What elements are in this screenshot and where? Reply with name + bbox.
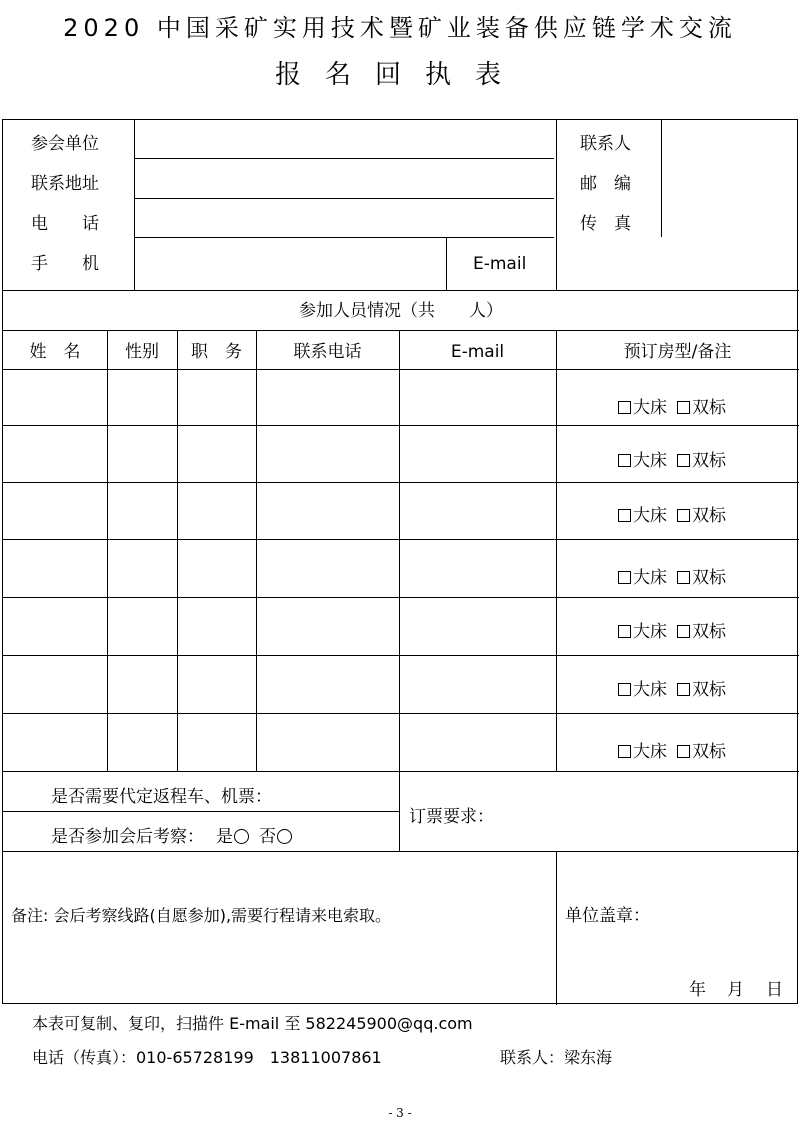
attendees-section-title: 参加人员情况（共 人） [299,301,503,321]
room-options: 大床 双标 [618,563,726,588]
checkbox-icon[interactable] [677,625,690,638]
date-month: 月 [727,980,744,1000]
rule [446,237,447,290]
rule [556,120,557,290]
unit-label: 参会单位 [31,134,99,154]
date-day: 日 [766,980,783,1000]
rule [3,369,799,370]
rule [3,655,799,656]
radio-yes-icon[interactable] [234,829,249,844]
rule [134,120,135,290]
room-options: 大床 双标 [618,393,726,418]
column-email: E-mail [450,342,505,362]
rule [3,811,399,812]
rule [3,771,799,772]
title-line-2: 报名回执表 [274,60,525,90]
rule [134,237,554,238]
checkbox-icon[interactable] [677,454,690,467]
fax-label: 传 真 [580,214,631,234]
rule [3,597,799,598]
footer-contact: 联系人：梁东海 [500,1048,613,1067]
checkbox-icon[interactable] [618,509,631,522]
checkbox-icon[interactable] [618,625,631,638]
column-phone: 联系电话 [293,342,362,362]
rule [177,330,178,771]
ticket-requirement-label: 订票要求： [409,807,494,827]
column-position: 职 务 [191,342,242,362]
checkbox-icon[interactable] [677,571,690,584]
address-label: 联系地址 [31,174,99,194]
room-options: 大床 双标 [618,446,726,471]
checkbox-icon[interactable] [618,401,631,414]
registration-form [2,119,798,1004]
phone-label: 电 话 [31,214,99,234]
rule [3,330,799,331]
date-year: 年 [689,980,706,1000]
checkbox-icon[interactable] [677,745,690,758]
room-options: 大床 双标 [618,737,726,762]
page-number: - 3 - [388,1106,412,1120]
rule [134,198,554,199]
column-name: 姓 名 [29,342,81,362]
rule [3,851,799,852]
footer-copy-note: 本表可复制、复印，扫描件 E-mail 至 582245900@qq.com [32,1014,473,1033]
return-ticket-question: 是否需要代定返程车、机票： [51,787,272,807]
checkbox-icon[interactable] [618,454,631,467]
email-label: E-mail [473,254,527,274]
postcode-label: 邮 编 [580,174,631,194]
rule [556,330,557,771]
checkbox-icon[interactable] [618,745,631,758]
checkbox-icon[interactable] [677,401,690,414]
radio-no-icon[interactable] [277,829,292,844]
checkbox-icon[interactable] [618,683,631,696]
rule [3,482,799,483]
rule [3,539,799,540]
room-options: 大床 双标 [618,501,726,526]
column-gender: 性别 [125,342,159,362]
footer-phone: 电话（传真）：010-65728199 13811007861 [32,1048,382,1067]
title-line-1: 2020 中国采矿实用技术暨矿业装备供应链学术交流 [63,14,737,42]
room-options: 大床 双标 [618,675,726,700]
rule [556,851,557,1005]
rule [399,330,400,851]
seal-label: 单位盖章： [565,906,650,926]
rule [661,120,662,237]
checkbox-icon[interactable] [618,571,631,584]
rule [3,425,799,426]
tour-question: 是否参加会后考察： 是 否 [51,827,292,847]
checkbox-icon[interactable] [677,683,690,696]
rule [256,330,257,771]
column-room-remark: 预订房型/备注 [623,342,732,362]
mobile-label: 手 机 [31,254,99,274]
rule [3,290,799,291]
rule [107,330,108,771]
rule [134,158,554,159]
room-options: 大床 双标 [618,617,726,642]
contact-person-label: 联系人 [580,134,631,154]
checkbox-icon[interactable] [677,509,690,522]
rule [3,713,799,714]
remarks-note: 备注: 会后考察线路(自愿参加),需要行程请来电索取。 [11,906,392,925]
